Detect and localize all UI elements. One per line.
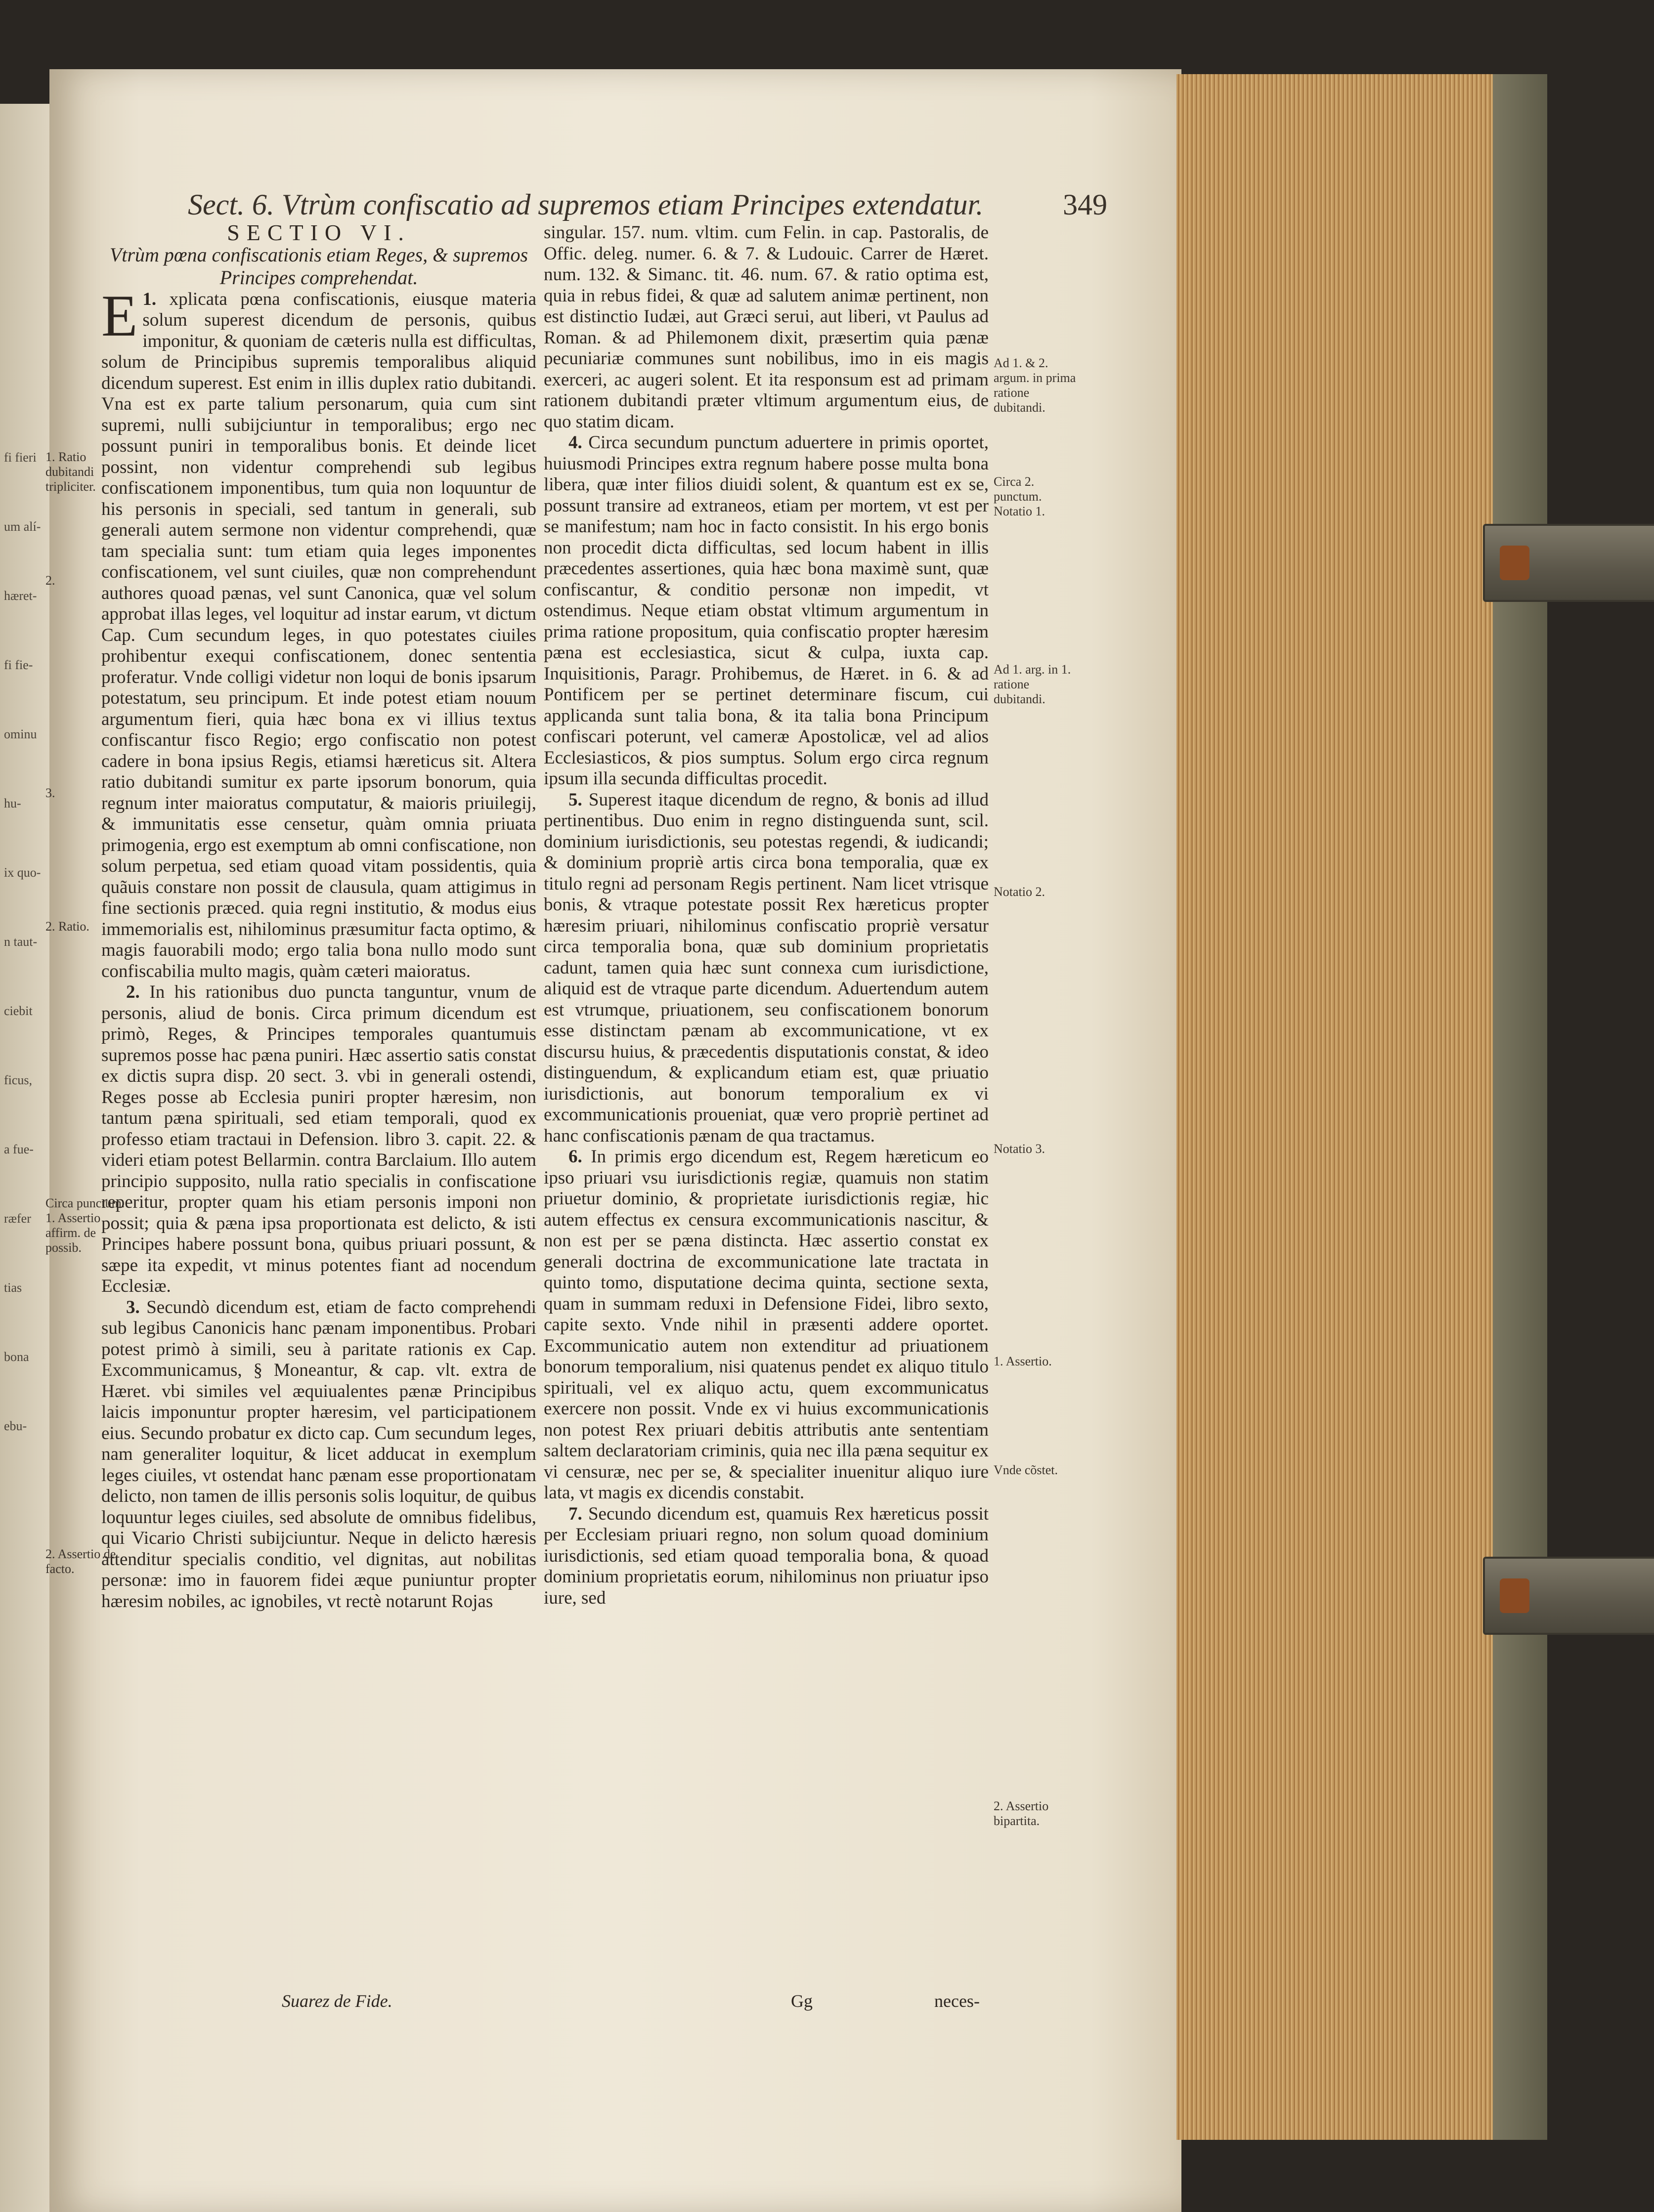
paragraph-text: Circa secundum punctum aduertere in primis oportet, huiusmodi Principes extra regnum habere posse multa bona libera, quæ inter filios diuidi solent, & quantum est ex se, possunt transire ad extraneos, etiam per mortem, vt est per se manifestum; nam hoc in facto consistit. In his ergo bonis non procedit dicta difficultas, sed locum habent in illis præcedentes assertiones, quia hæc bona maximè sunt, quæ confiscantur, & conditio personæ non impedit, vt ostendimus. Neque etiam obstat vltimum argumentum in prima ratione propositum, quia confiscatio propter hæresim pæna est ecclesiastica, sicut & culpa, iuxta cap. Inquisitionis, Paragr. Prohibemus, de Hæret. in 6. & ad Pontificem per se pertinet determinare fiscum, cui applicanda sunt talia bona, & ita talia bona Principum confiscari poterunt, vel cameræ Apostolicæ, vel ad alios Ecclesiasticos, & pios sumptus. Solum ergo circa regnum ipsum illa secunda difficultas procedit.	[544, 432, 989, 789]
paragraph	[101, 1297, 536, 1613]
facing-page-fragment: bona	[4, 1350, 29, 1364]
section-heading: SECTIO VI.	[227, 220, 411, 245]
paragraph-text: Secundò dicendum est, etiam de facto comprehendi sub legibus Canonicis hanc pænam imponentibus. Probari potest primò à simili, seu à paritate rationis ex Cap. Excommunicamus, § Moneantur, & cap. vlt. extra de Hæret. vbi similes vel æquiualentes pænæ Principibus laicis imponuntur propter hæresim, vel participationem eius. Secundo probatur ex dicto cap. Cum secundum leges, nam generaliter loquitur, & licet adducat in exemplum leges ciuiles, vt ostendat hanc pænam esse proportionatam delicto, non tamen de illis personis solis loquitur, de quibus loquuntur leges ciuiles, sed absolute de omnibus fidelibus, qui Vicario Christi subijciuntur. Neque in delicto hæresis attenditur specialis conditio, vel dignitas, aut nobilitas personæ: imo in fauorem fidei æque puniuntur propter hæresim nobiles, ac ignobiles, vt rectè notarunt Rojas	[101, 1297, 536, 1612]
clasp-rivet	[1500, 1578, 1529, 1613]
facing-page-fragment: ix quo-	[4, 865, 41, 880]
book-fore-edge	[1176, 74, 1505, 2140]
paragraph-text: Secundo dicendum est, quamuis Rex hæreticus possit per Ecclesiam priuari regno, non solum quoad dominium iurisdictionis, sed etiam quoad temporalia bona, & quoad dominium proprietatis eorum, nihilominus non priuatur ipso iure, sed	[544, 1503, 989, 1608]
paragraph-text: In primis ergo dicendum est, Regem hæreticum eo ipso priuari vsu iurisdictionis regiæ, quamuis non statim priuetur dominio, & proprietate iurisdictionis regiæ, hic autem effectus ex censura excommunicationis nascitur, & non est per se pæna distincta. Hæc assertio constat ex generali doctrina de excommunicatione late tractata in quinto tomo, disputatione decima quinta, sectione sexta, quam in summam reduxi in Defensione Fidei, libro sexto, capite sexto. Vnde nihil in præsenti addere oportet. Excommunicatio autem non extenditur ad priuationem bonorum temporalium, nisi quatenus pendet ex aliquo titulo spirituali, vel ex aliquo actu, quem excommunicatus exercere non possit. Vnde ex vi huius excommunicationis non potest Rex priuari debitis attributis ante sententiam saltem declaratoriam criminis, quia nec illa pæna sequitur ex vi censuræ, nec per se, & specialiter inuenitur aliquo iure lata, vt magis ex dicendis constabit.	[544, 1147, 989, 1503]
facing-page-fragment: n taut-	[4, 935, 38, 949]
left-column	[101, 222, 536, 1612]
margin-note: 2. Ratio.	[45, 919, 89, 934]
margin-note: Ad 1. arg. in 1. ratione dubitandi.	[994, 662, 1071, 706]
paragraph-number: 6.	[568, 1147, 582, 1167]
paragraph-text: singular. 157. num. vltim. cum Felin. in cap. Pastoralis, de Offic. deleg. numer. 6. & 7. & Ludouic. Carrer de Hæret. num. 132. & Simanc. tit. 46. num. 67. & ratio optima est, quia in rebus fidei, & quæ ad salutem animæ pertinent, non est distinctio Iudæi, aut Græci serui, aut liberi, vt Paulus ad Roman. & ad Philemonem dixit, præsertim quia pænæ pecuniariæ communes sunt nobilibus, imo in eis magis exerceri, ac augeri solent. Et ita responsum est ad primam rationem dubitandi præter vltimum argumentum eius, de quo statim dicam.	[544, 222, 989, 432]
paragraph	[544, 432, 989, 790]
paragraph-number: 3.	[126, 1297, 140, 1318]
paragraph	[101, 282, 536, 982]
catchword: neces-	[934, 1991, 980, 2011]
margin-note: 2. Assertio de facto.	[45, 1547, 116, 1576]
facing-page-fragment: ominu	[4, 727, 37, 741]
paragraph-number: 4.	[568, 432, 582, 453]
margin-note: 1. Ratio dubitandi tripliciter.	[45, 450, 96, 494]
right-column	[544, 222, 989, 1609]
running-head-title: Sect. 6. Vtrùm confiscatio ad supremos etiam Principes extendatur.	[188, 188, 984, 221]
facing-page-fragment: ciebit	[4, 1004, 33, 1018]
margin-note: Vnde cõstet.	[994, 1463, 1058, 1477]
paragraph	[544, 790, 989, 1147]
paragraph-number: 7.	[568, 1503, 582, 1524]
paragraph-number: 1.	[142, 289, 157, 309]
margin-note: Notatio 3.	[994, 1142, 1045, 1156]
signature-mark: Gg	[791, 1991, 813, 2011]
margin-note: 2.	[45, 573, 55, 588]
paragraph-number: 5.	[568, 789, 582, 810]
facing-page-fragment: fi fie-	[4, 658, 33, 672]
drop-cap: E	[101, 282, 138, 348]
margin-note: 3.	[45, 786, 55, 800]
margin-note: Ad 1. & 2. argum. in prima ratione dubitandi.	[994, 356, 1076, 415]
facing-page-fragment: hu-	[4, 796, 21, 810]
margin-note: Notatio 2.	[994, 885, 1045, 899]
paragraph	[544, 1504, 989, 1609]
margin-note: 2. Assertio bipartita.	[994, 1799, 1049, 1828]
catchword-author: Suarez de Fide.	[282, 1991, 392, 2011]
facing-page-fragment: um alí-	[4, 519, 41, 534]
paragraph-text: xplicata pœna confiscationis, eiusque materia solum superest dicendum de personis, quibus imponitur, & quoniam de cæteris nulla est difficultas, solum de Principibus supremis temporalibus aliquid dicendum superest. Est enim in illis duplex ratio dubitandi. Vna est ex parte talium personarum, quia cum sint supremi, nulli subijciuntur in temporalibus; ergo nec possunt puniri in temporalibus bonis. Et deinde licet possint, non videntur comprehendi sub legibus confiscationem imponentibus, tum quia non loquuntur de his personis in speciali, sed tantum in generali, sub generali autem sermone non videntur comprehendi, quæ tam specialia sunt: tum etiam quia leges imponentes confiscationem, vel sunt ciuiles, quæ non comprehendunt authores quoad pænas, vel sunt Canonica, quæ vel solum approbat illas leges, vel loquitur ad instar earum, vt dictum Cap. Cum secundum leges, in quo potestates ciuiles prohibentur exequi confiscationem, donec sententia proferatur. Vnde colligi videtur non loqui de bonis ipsarum potestatum, seu principum. Et inde potest etiam nouum argumentum fieri, quia hæc bona ex vi illius textus confiscantur fisco Regio; ergo confiscatio non potest cadere in bona ipsius Regis, etiamsi hæreticus sit. Altera ratio dubitandi sumitur ex parte ipsorum bonorum, quia regnum inter maioratus computatur, & maioris priuilegij, & immunitatis esse censetur, quàm omnia priuata primogenia, ergo est exemptum ab omni confiscatione, non solum perpetua, sed etiam quoad vitam possidentis, quia quãuis constare non possit de clausula, quam attigimus in fine sectionis præced. quia regni institutio, & modus eius immemorialis est, nihilominus præsumitur facta optimo, & magis fauorabili modo; ergo talia bona nullo modo sunt confiscabilia multo magis, quàm cæteri maioratus.	[101, 289, 536, 981]
facing-page-fragment: ebu-	[4, 1419, 27, 1433]
page-number: 349	[1063, 188, 1107, 221]
book-cover	[1493, 74, 1547, 2140]
clasp-rivet	[1500, 546, 1529, 580]
facing-page-fragment: a fue-	[4, 1142, 34, 1156]
section-title: Vtrùm pœna confiscationis etiam Reges, & supremos Principes comprehendat.	[109, 243, 528, 289]
margin-note: 1. Assertio.	[994, 1354, 1052, 1368]
upper-clasp	[1483, 524, 1654, 602]
paragraph	[544, 222, 989, 432]
lower-clasp	[1483, 1557, 1654, 1635]
paragraph	[544, 1147, 989, 1504]
facing-page-fragment: hæret-	[4, 589, 37, 603]
paragraph-text: In his rationibus duo puncta tanguntur, vnum de personis, aliud de bonis. Circa primum dicendum est primò, Reges, & Principes temporales quantumuis supremos posse hac pæna puniri. Hæc assertio satis constat ex dictis supra disp. 20 sect. 3. vbi in generali ostendi, Reges posse ab Ecclesia puniri propter hæresim, non tantum pæna spirituali, sed etiam temporali, quod ex professo etiam tractaui in Defension. libro 3. capit. 22. & videri etiam potest Bellarmin. contra Barclaium. Illo autem principio supposito, nulla ratio specialis in confiscatione reperitur, propter quam his etiam personis imponi non possit; quia & pæna ipsa proportionata est delicto, & isti Principes habere possunt bona, quibus priuari possunt, & sæpe ita expedit, vt minus potentes fiant ad nocendum Ecclesiæ.	[101, 982, 536, 1296]
paragraph-text: Superest itaque dicendum de regno, & bonis ad illud pertinentibus. Duo enim in regno distinguenda sunt, scil. dominium iurisdictionis, seu potestas regendi, & iudicandi; & dominium propriè artis circa bona temporalia, quæ ex titulo regni ad personam Regis pertinent. Nam licet vtrisque bonis, & vtraque potestate possit Rex hæreticus propter hæresim priuari, nihilominus confiscatio propriè versatur circa temporalia bona, quæ sub dominium proprietatis cadunt, tamen quia hæc sunt connexa cum iurisdictione, aliquid est de vtraque parte dicendum. Aduertendum autem est vtrumque, priuationem, seu confiscationem bonorum esse distinctam pænam ab excommunicatione, vt ex discursu huius, & præcedentis disputationis constat, & ideo distinguendum, & explicandum etiam est, quæ priuatio iurisdictionis, aut bonorum temporalium ex vi excommunicationis proueniat, quæ vero propriè pertinet ad hanc confiscationis pænam de qua tractamus.	[544, 789, 989, 1146]
paragraph-number: 2.	[126, 982, 140, 1002]
margin-note: Circa punctum. 1. Assertio affirm. de possib.	[45, 1196, 125, 1255]
margin-note: Circa 2. punctum. Notatio 1.	[994, 474, 1045, 518]
facing-page-fragment: ræfer	[4, 1211, 31, 1226]
paragraph	[101, 982, 536, 1297]
facing-page-fragment: fi fieri	[4, 450, 37, 465]
facing-page-fragment: ficus,	[4, 1073, 33, 1087]
facing-page-fragment: tias	[4, 1280, 22, 1295]
